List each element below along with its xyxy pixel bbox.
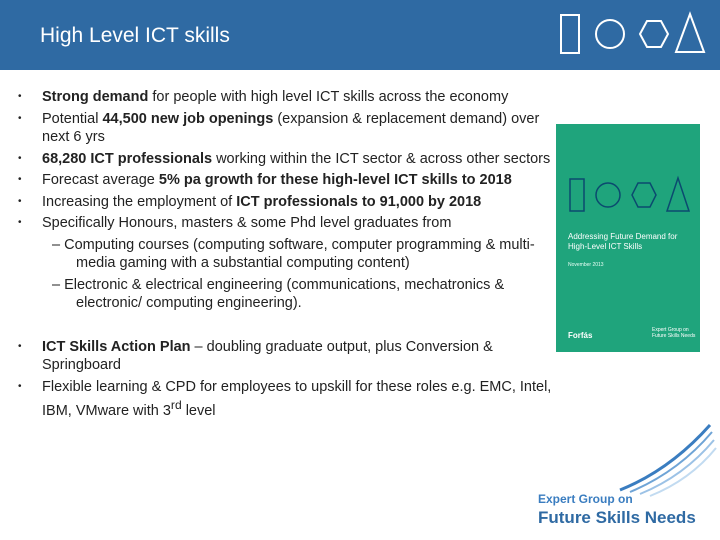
bullet-item <box>18 338 558 375</box>
logo-swirl-icon <box>600 420 720 500</box>
bullet-text: Specifically Honours, masters & some Phd level graduates from <box>42 215 452 231</box>
cover-title-line2: High-Level ICT Skills <box>568 242 643 251</box>
slide-title: High Level ICT skills <box>40 24 230 47</box>
cover-group <box>652 327 695 339</box>
logo-line1: Expert Group on <box>538 492 633 506</box>
bullet-item <box>18 88 558 107</box>
cover-shapes-icon <box>556 174 700 224</box>
bullet-text: 44,500 new job openings <box>102 110 274 127</box>
cover-date: November 2013 <box>568 262 604 268</box>
bullet-item <box>18 378 558 421</box>
bullet-text: Strong demand <box>42 89 149 105</box>
bullet-text: 68,280 ICT professionals <box>42 150 213 167</box>
bullet-item <box>18 150 558 169</box>
cover-title <box>568 232 677 252</box>
cover-title-line1: Addressing Future Demand for <box>568 232 678 241</box>
bullet-list <box>18 88 558 423</box>
bullet-dot-icon: • <box>18 152 22 164</box>
bullet-dot-icon: • <box>18 340 22 352</box>
bullet-dot-icon: • <box>18 112 22 124</box>
bullet-dot-icon: • <box>18 174 22 185</box>
bullet-text: – doubling graduate output, plus Conversion & Springboard <box>42 338 493 373</box>
bullet-item <box>18 171 558 190</box>
cover-group-line1: Expert Group on <box>652 327 689 333</box>
bullet-dot-icon: • <box>18 217 22 228</box>
bullet-text: rd <box>170 398 182 412</box>
expert-group-logo <box>538 492 696 528</box>
bullet-text: level <box>181 402 216 419</box>
bullet-dot-icon: • <box>18 380 22 392</box>
bullet-text: Flexible learning & CPD for employees to upskill for these roles e.g. EMC, Intel, IBM, VMware with 3 <box>42 378 552 419</box>
header-shapes-icon <box>0 0 720 70</box>
bullet-item <box>18 193 558 212</box>
bullet-text: ICT Skills Action Plan <box>42 338 191 355</box>
bullet-item <box>18 214 558 233</box>
bullet-text: for people with high level ICT skills across the economy <box>148 89 509 105</box>
bullet-text: ICT professionals to 91,000 by 2018 <box>236 193 482 210</box>
bullet-text: (expansion & replacement demand) over next 6 yrs <box>42 110 540 145</box>
cover-group-line2: Future Skills Needs <box>652 333 696 339</box>
bullet-dot-icon: • <box>18 195 22 207</box>
report-cover <box>556 124 700 352</box>
bullet-text: Forecast average <box>42 172 159 188</box>
sub-bullet-item: – Electronic & electrical engineering (communications, mechatronics & electronic/ computing engineering). <box>52 276 505 311</box>
logo-line2: Future Skills Needs <box>538 508 696 527</box>
header-bar <box>0 0 720 70</box>
sub-bullet-item: – Computing courses (computing software, computer programming & multi-media gaming with a substantial computing content) <box>52 236 535 271</box>
bullet-dot-icon: • <box>18 91 22 102</box>
bullet-item <box>18 110 558 147</box>
bullet-text: working within the ICT sector & across other sectors <box>212 150 551 167</box>
cover-publisher: Forfás <box>568 331 593 340</box>
bullet-text: Increasing the employment of <box>42 193 237 210</box>
bullet-text: Potential <box>42 110 103 127</box>
bullet-text: 5% pa growth for these high-level ICT skills to 2018 <box>158 172 512 188</box>
